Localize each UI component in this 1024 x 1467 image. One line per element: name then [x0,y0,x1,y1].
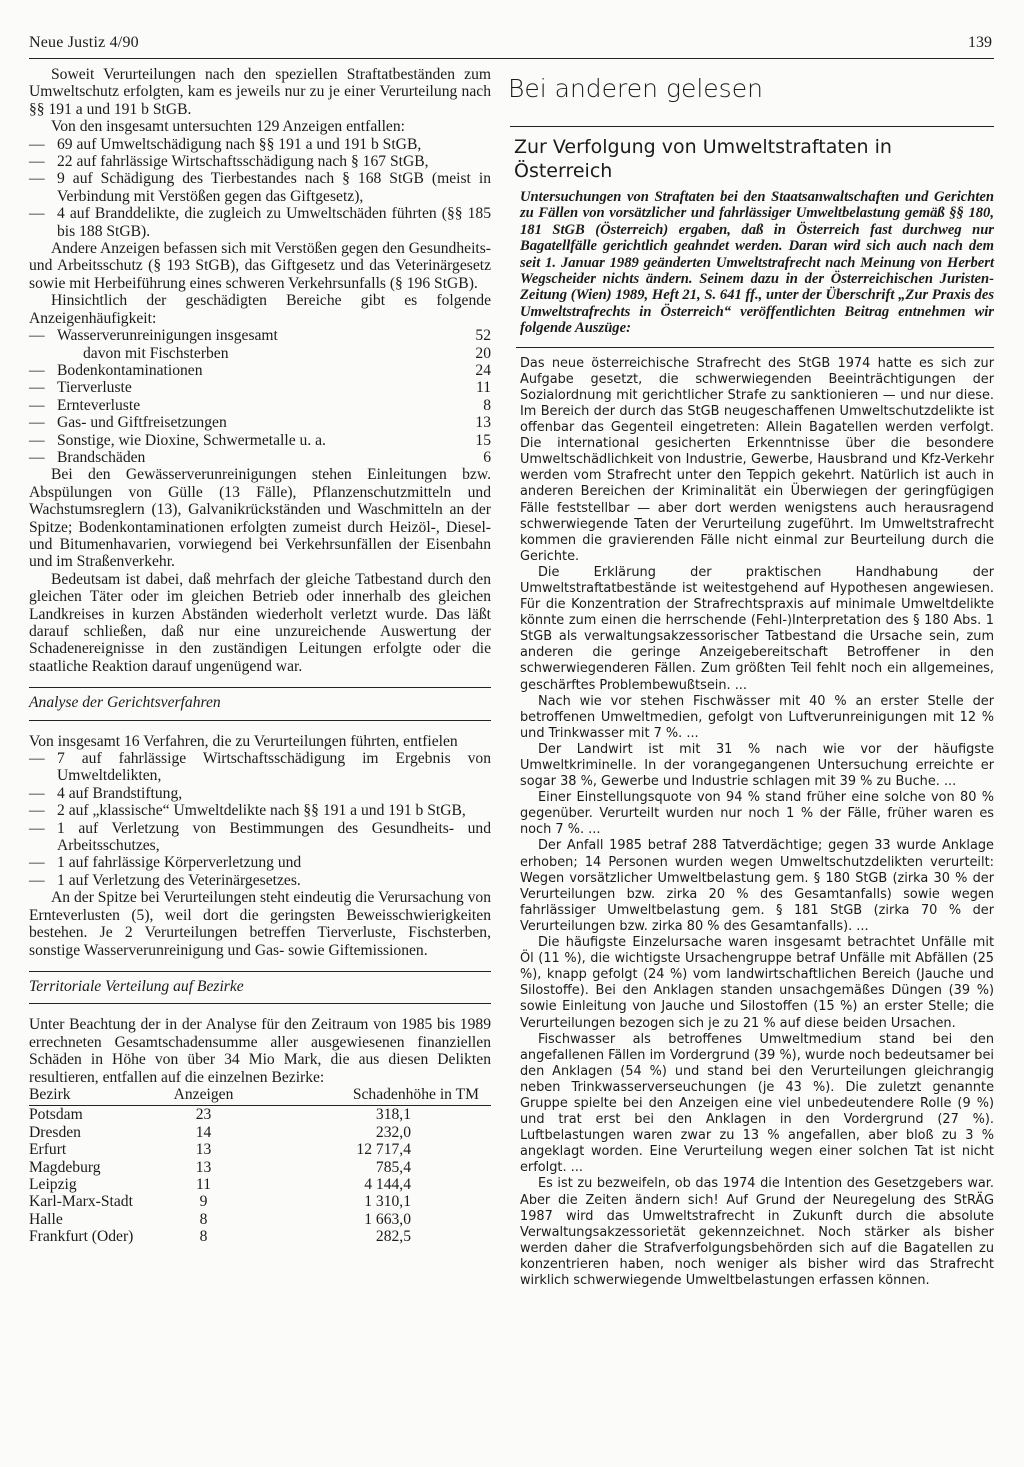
section-rule [29,1003,491,1004]
column-header: Bezirk [29,1085,71,1103]
article-intro: Untersuchungen von Straftaten bei den Staatsanwaltschaften und Gerichten zu Fällen von vorsätzlicher und fahrlässiger Umweltbelastung gemäß §§ 180, 181 StGB (Österreich) ergaben, daß in Österreich fast durchweg nur Bagatellfälle gerichtlich geahndet werden. Daran wird sich auch nach dem seit 1. Januar 1989 geänderten Umweltstrafrecht nach Meinung von Herbert Wegscheider nichts ändern. Seinem dazu in der Österreichischen Juristen-Zeitung (Wien) 1989, Heft 21, S. 641 ff., unter der Überschrift „Zur Praxis des Umweltstrafrechts in Österreich“ veröffentlichten Beitrag entnehmen wir folgende Auszüge: [520,189,994,337]
dash: — [29,431,45,449]
paragraph: Das neue österreichische Strafrecht des StGB 1974 hatte es sich zur Aufgabe gesetzt, die schwerwiegenden Beeinträchtigungen der Sozialordnung mit gerichtlicher Strafe zu sanktionieren — und nur diese. Im Bereich der durch das StGB neugeschaffenen Umweltschutzdelikte ist offenbar das Gegenteil eingetreten: Allein Bagatellen werden verfolgt. Die international gesicherten Erkenntnisse über die besondere Umweltschädlichkeit von Industrie, Gewerbe, Hausbrand und Kfz-Verkehr werden vom Strafrecht unter den Teppich gekehrt. Natürlich ist auch in anderen Bereichen der Kriminalität ein Überwiegen der geringfügigen Fälle feststellbar — aber dort werden wenigstens auch herausragend schwerwiegende Taten der Verurteilung zugeführt. Im Umweltstrafrecht kommen die gravierenden Fälle nicht einmal zur Beurteilung durch die Gerichte. [520,355,994,564]
table-cell: Brandschäden [57,448,146,466]
paragraph: Der Landwirt ist mit 31 % nach wie vor der häufigste Umweltkriminelle. In der vorangegangenen Untersuchung erreichte er sogar 38 %, Gewerbe und Industrie schlagen mit 39 % zu Buche. ... [520,741,994,790]
table-cell: Halle [29,1210,63,1228]
table-cell: Wasserverunreinigungen insgesamt [57,327,278,345]
table-cell: 23 [195,1106,212,1124]
paragraph: An der Spitze bei Verurteilungen steht eindeutig die Verursachung von Ernteverlusten (5), weil dort die geringsten Beweisschwierigkeiten bestehen. Je 2 Verurteilungen betreffen Tierverluste, Fischsterben, sonstige Wasserverunreinigung und Gas- sowie Giftemissionen. [29,889,491,959]
table-cell: Erfurt [29,1141,67,1159]
list-item: — 7 auf fahrlässige Wirtschaftsschädigung im Ergebnis von Umweltdelikten, [29,750,491,785]
table-cell: Karl-Marx-Stadt [29,1193,133,1211]
dash [29,345,57,362]
table-row [29,362,491,379]
offence-list [29,136,491,240]
table-cell: 785,4 [375,1158,411,1176]
table-cell: Leipzig [29,1175,77,1193]
paragraph: Einer Einstellungsquote von 94 % stand früher eine solche von 80 % gegenüber. Verurteilt wurden nur noch 1 % der Fälle, früher waren es noch 7 %. ... [520,790,994,838]
list-item: — 1 auf fahrlässige Körperverletzung und [29,854,491,871]
table-cell: 6 [483,448,491,466]
table-cell: davon mit Fischsterben [83,344,229,362]
journal-issue: Neue Justiz 4/90 [29,34,139,51]
table-cell: Tierverluste [57,379,132,397]
article-body [520,356,994,1289]
paragraph: Unter Beachtung der in der Analyse für den Zeitraum von 1985 bis 1989 errechneten Gesamtschadensumme aller ausgewiesenen finanziellen Schäden in Höhe von über 34 Mio Mark, die aus diesen Delikten resultieren, entfallen auf die einzelnen Bezirke: [29,1016,491,1086]
frequency-table [29,327,491,466]
page-number: 139 [968,34,992,51]
paragraph: Fischwasser als betroffenes Umweltmedium stand bei den angefallenen Fällen im Vordergrund (39 %), wurde noch bedeutsamer bei den Anklagen (54 %) und stand bei den Verurteilungen gleichrangig neben Trinkwasserverseuchungen (je 43 %). Die zuletzt genannte Gruppe spielte bei den Anzeigen eine viel unbedeutendere Rolle (9 %) und trat erst bei den Anklagen in den Vordergrund (27 %). Luftbelastungen waren zwar zu 13 % angefallen, aber bloß zu 3 % angeklagt worden. Eine Verurteilung wegen einer solchen Tat ist nicht erfolgt. ... [520,1031,994,1176]
section-title: Bei anderen gelesen [508,74,763,103]
table-row [29,449,491,466]
left-column [29,66,491,1246]
article-title: Zur Verfolgung von Umweltstraftaten in Österreich [514,136,892,182]
right-column [508,68,994,1289]
paragraph: Andere Anzeigen befassen sich mit Verstößen gegen den Gesundheits- und Arbeitsschutz (§ 193 StGB), das Giftgesetz und das Veterinärgesetz sowie mit Herbeiführung eines schweren Verkehrsunfalls (§ 196 StGB). [29,240,491,292]
table-cell: 232,0 [375,1123,411,1141]
paragraph: Bedeutsam ist dabei, daß mehrfach der gleiche Tatbestand durch den gleichen Täter oder im gleichen Betrieb oder innerhalb des gleichen Landkreises in kurzen Abständen wiederholt verletzt wurde. Das läßt darauf schließen, daß nur eine unzureichende Auswertung der Schadenereignisse in den zuständigen Leitungen erfolgte oder die staatliche Reaktion darauf ungenügend war. [29,570,491,675]
section-heading: Analyse der Gerichtsverfahren [29,694,221,712]
table-cell: 11 [195,1175,211,1193]
table-row [29,432,491,449]
table-header-row [29,1086,491,1106]
table-cell: Magdeburg [29,1158,101,1176]
table-cell: 8 [199,1228,208,1246]
dash: — [29,414,45,432]
paragraph: Hinsichtlich der geschädigten Bereiche gibt es folgende Anzeigenhäufigkeit: [29,292,491,327]
dash: — [29,448,45,466]
table-cell: Potsdam [29,1106,83,1124]
table-row [29,1211,491,1228]
table-row [29,379,491,396]
table-cell: 24 [475,361,491,379]
table-cell: 8 [483,396,491,414]
table-row [29,1228,491,1245]
dash: — [29,379,45,397]
table-cell: 8 [199,1210,208,1228]
paragraph: Der Anfall 1985 betraf 288 Tatverdächtige; gegen 33 wurde Anklage erhoben; 14 Personen wurden wegen Umweltschutzdelikten verurteilt: Wegen vorsätzlicher Umweltbelastung gem. § 180 StGB (zirka 30 % der Verurteilungen bzw. zirka 20 % des Gesamtanfalls) sowie wegen fahrlässiger Umweltbelastung gem. § 181 StGB (zirka 70 % der Verurteilungen bzw. zirka 80 % des Gesamtanfalls). ... [520,838,994,934]
table-row [29,345,491,362]
list-item: — 4 auf Brandstiftung, [29,785,491,802]
table-cell: Frankfurt (Oder) [29,1228,134,1246]
table-cell: 13 [195,1141,212,1159]
table-cell: 4 144,4 [364,1175,411,1193]
table-cell: Sonstige, wie Dioxine, Schwermetalle u. a. [57,431,326,449]
paragraph: Von den insgesamt untersuchten 129 Anzeigen entfallen: [51,118,405,136]
table-cell: 9 [199,1193,208,1211]
title-rule [510,126,994,127]
list-item: — 22 auf fahrlässige Wirtschaftsschädigung nach § 167 StGB, [29,153,491,170]
table-row [29,1193,491,1210]
table-cell: 20 [475,344,491,362]
header-rule [29,58,994,59]
dash: — [29,396,45,414]
table-cell: 282,5 [375,1228,411,1246]
paragraph: Bei den Gewässerverunreinigungen stehen Einleitungen bzw. Abspülungen von Gülle (13 Fälle), Pflanzenschutzmitteln und Wachstumsreglern (13), Galvanikrückständen und Waschmitteln an der Spitze; Bodenkontaminationen erfolgten zumeist durch Heizöl-, Diesel- und Bitumenhavarien, vorwiegend bei Verkehrsunfällen der Eisenbahn und im Straßenverkehr. [29,466,491,571]
column-header: Schadenhöhe in TM [352,1085,479,1103]
paragraph: Nach wie vor stehen Fischwässer mit 40 % an erster Stelle der betroffenen Umweltmedien, gefolgt von Luftverunreinigungen mit 12 % und Trinkwasser mit 7 %. ... [520,693,994,741]
paragraph: Die häufigste Einzelursache waren insgesamt betrachtet Unfälle mit Öl (11 %), die wichtigste Ursachengruppe betraf Unfälle mit Abfällen (25 %), knapp gefolgt (24 %) vom landwirtschaftlichen Bereich (Jauche und Silostoffe). Bei den Anklagen standen unsachgemäßes Düngen (39 %) sowie Einleitung von Jauche und Silostoffen (15 %) an erster Stelle; die Verurteilungen bezogen sich je zu 21 % auf diese beiden Ursachen. [520,935,994,1031]
table-cell: 318,1 [375,1106,411,1124]
table-cell: 52 [475,327,491,345]
district-table [29,1086,491,1246]
section-rule [29,720,491,721]
dash: — [29,327,45,345]
table-cell: 1 663,0 [364,1210,411,1228]
list-item: — 69 auf Umweltschädigung nach §§ 191 a und 191 b StGB, [29,136,491,153]
table-cell: Gas- und Giftfreisetzungen [57,414,227,432]
table-row [29,414,491,431]
paragraph: Die Erklärung der praktischen Handhabung der Umweltstraftatbestände ist weitestgehend auf Hypothesen angewiesen. Für die Konzentration der Strafrechtspraxis auf minimale Umweltdelikte könnte zum einen die herrschende (Fehl-)Interpretation des § 180 Abs. 1 StGB als verwaltungsakzessorischer Tatbestand die Ursache sein, zum anderen die geringe Anzeigebereitschaft Betroffener in den schwerwiegenderen Fällen. Zum größten Teil fehlt noch ein allgemeines, geschärftes Problembewußtsein. ... [520,564,994,693]
verdict-list [29,750,491,889]
table-cell: 11 [475,379,491,397]
paragraph: Von insgesamt 16 Verfahren, die zu Verurteilungen führten, entfielen [29,732,458,750]
list-item: — 1 auf Verletzung von Bestimmungen des Gesundheits- und Arbeitsschutzes, [29,820,491,855]
table-cell: 1 310,1 [364,1193,411,1211]
intro-rule [516,347,994,348]
table-cell: 14 [195,1123,212,1141]
paragraph: Es ist zu bezweifeln, ob das 1974 die Intention des Gesetzgebers war. Aber die Zeiten ändern sich! Auf Grund der Neuregelung des StRÄG 1987 wird das Umweltstrafrecht in Zukunft durch die absolute Verwaltungsakzessorietät gekennzeichnet. Noch stärker als bisher werden daher die Strafverfolgungsbehörden sich auf die Bagatellen zu konzentrieren haben, noch weniger als bisher wird das Strafrecht wirklich schwerwiegende Umweltbelastungen erfassen können. [520,1176,994,1288]
list-item: — 4 auf Branddelikte, die zugleich zu Umweltschäden führten (§§ 185 bis 188 StGB). [29,205,491,240]
list-item: — 2 auf „klassische“ Umweltdelikte nach §§ 191 a und 191 b StGB, [29,802,491,819]
table-row [29,327,491,344]
table-cell: 13 [195,1158,212,1176]
section-heading: Territoriale Verteilung auf Bezirke [29,977,244,995]
table-cell: 12 717,4 [356,1141,411,1159]
table-cell: 13 [475,414,491,432]
list-item: — 1 auf Verletzung des Veterinärgesetzes. [29,872,491,889]
table-row [29,1141,491,1158]
dash: — [29,361,45,379]
list-item: — 9 auf Schädigung des Tierbestandes nach § 168 StGB (meist in Verbindung mit Verstößen gegen das Giftgesetz), [29,170,491,205]
table-cell: 15 [475,431,491,449]
table-row [29,397,491,414]
paragraph: Soweit Verurteilungen nach den speziellen Straftatbeständen zum Umweltschutz erfolgten, kam es jeweils nur zu je einer Verurteilung nach §§ 191 a und 191 b StGB. [29,66,491,118]
table-cell: Dresden [29,1123,81,1141]
table-row [29,1159,491,1176]
table-row [29,1176,491,1193]
table-row [29,1106,491,1124]
table-cell: Bodenkontaminationen [57,361,203,379]
column-header: Anzeigen [173,1085,234,1103]
table-cell: Ernteverluste [57,396,141,414]
table-row [29,1124,491,1141]
